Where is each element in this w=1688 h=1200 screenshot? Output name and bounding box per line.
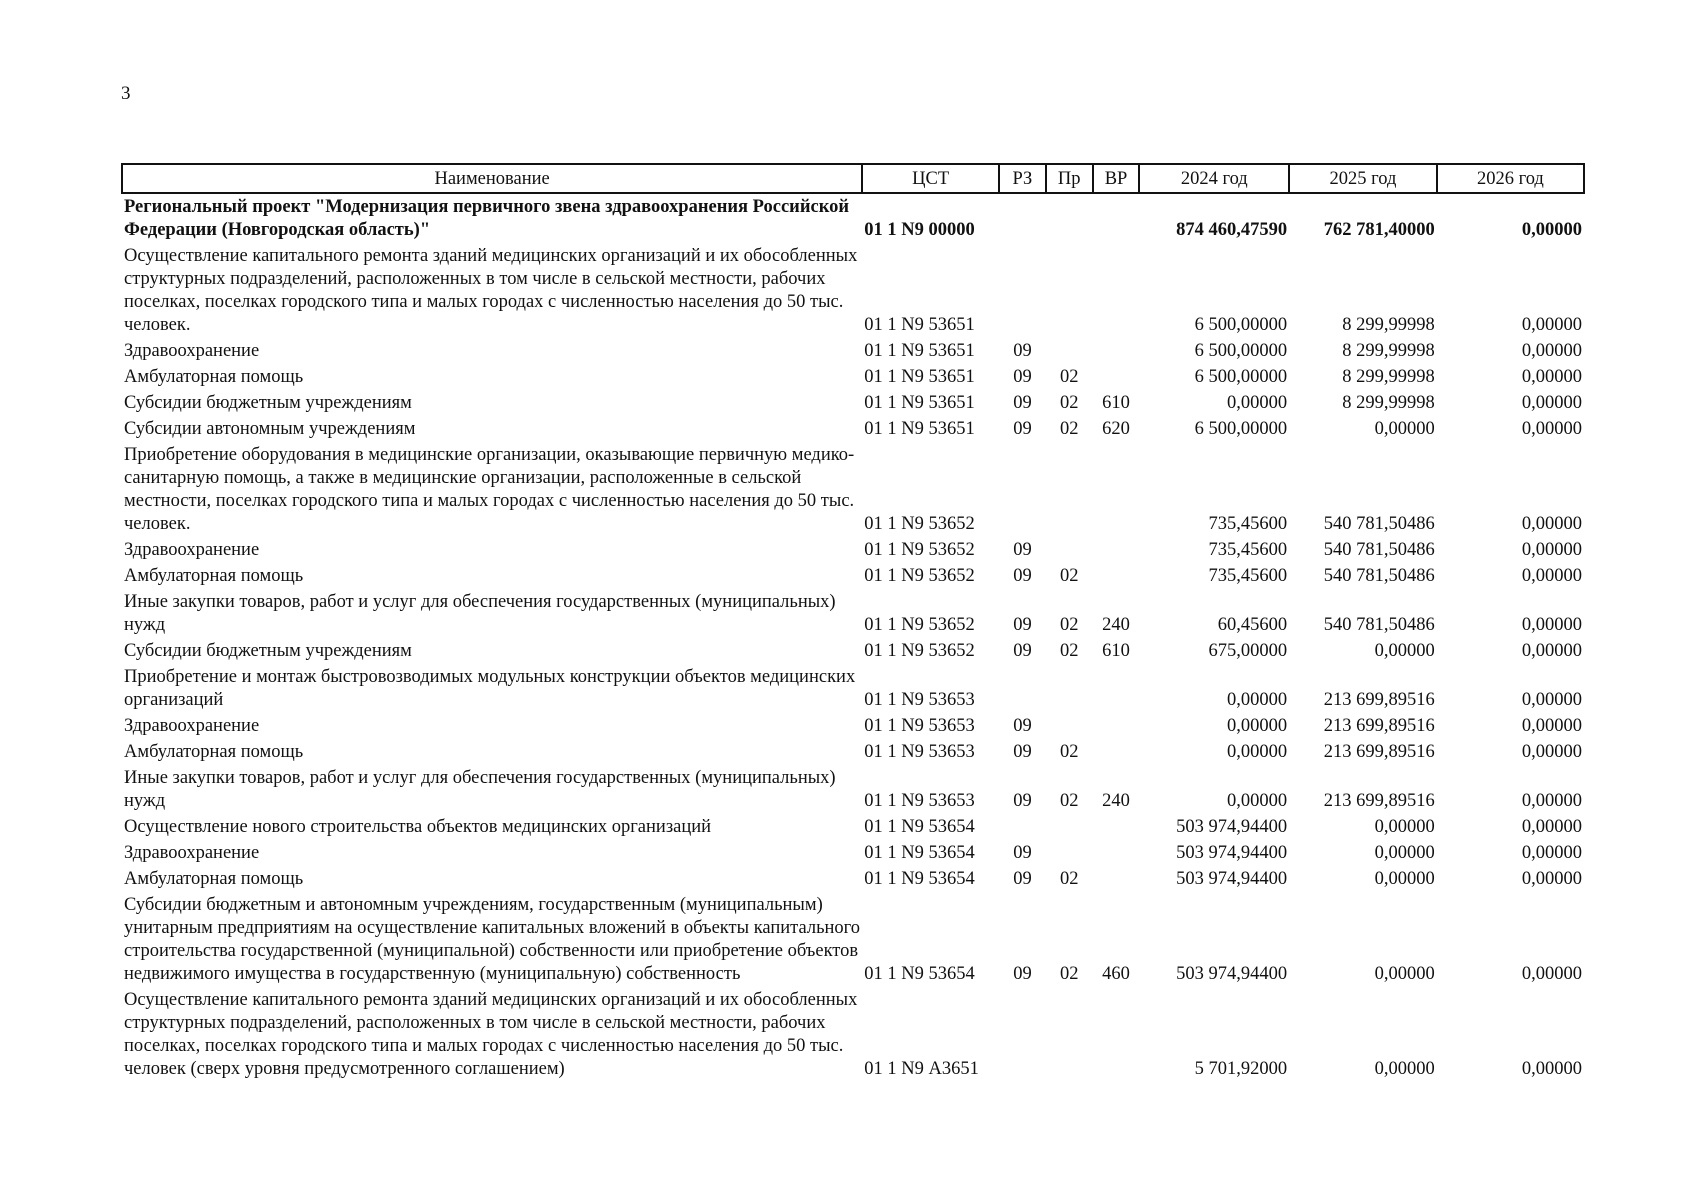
cell-vr <box>1093 364 1140 390</box>
cell-year-2025: 213 699,89516 <box>1323 742 1435 762</box>
cell-pr: 02 <box>1059 419 1079 439</box>
cell-cst: 01 1 N9 53651 <box>864 419 975 439</box>
cell-vr: 240 <box>1102 791 1130 811</box>
cell-pr <box>1046 442 1093 537</box>
cell-name: Иные закупки товаров, работ и услуг для обеспечения государственных (муниципальных) нужд <box>124 592 836 635</box>
cell-rz: 09 <box>1013 419 1032 439</box>
cell-name: Здравоохранение <box>124 843 260 863</box>
cell-rz: 09 <box>1013 716 1032 736</box>
cell-year-2025: 8 299,99998 <box>1342 367 1435 387</box>
cell-vr <box>1093 563 1140 589</box>
header-name: Наименование <box>122 164 862 193</box>
table-row <box>122 814 1584 840</box>
header-vr: ВР <box>1093 164 1140 193</box>
cell-year-2024: 675,00000 <box>1208 641 1288 661</box>
cell-pr <box>1046 338 1093 364</box>
cell-year-2026: 0,00000 <box>1521 393 1582 413</box>
cell-year-2025: 540 781,50486 <box>1323 566 1435 586</box>
cell-cst: 01 1 N9 53651 <box>864 367 975 387</box>
cell-cst: 01 1 N9 53652 <box>864 566 975 586</box>
cell-pr: 02 <box>1059 964 1079 984</box>
table-row <box>122 243 1584 338</box>
cell-year-2024: 0,00000 <box>1226 690 1288 710</box>
cell-year-2025: 0,00000 <box>1374 964 1435 984</box>
cell-year-2026: 0,00000 <box>1521 964 1582 984</box>
cell-pr: 02 <box>1059 742 1079 762</box>
cell-vr: 610 <box>1102 393 1130 413</box>
cell-rz <box>999 664 1046 713</box>
cell-year-2024: 6 500,00000 <box>1194 367 1288 387</box>
cell-name: Амбулаторная помощь <box>124 566 304 586</box>
cell-year-2024: 0,00000 <box>1226 393 1288 413</box>
cell-year-2024: 5 701,92000 <box>1194 1059 1288 1079</box>
cell-pr <box>1046 987 1093 1082</box>
cell-name: Осуществление капитального ремонта зданий медицинских организаций и их обособленных структурных подразделений, расположенных в том числе в сельской местности, рабочих поселках, поселках городского типа и малых городах с численностью населения до 50 тыс. человек (сверх уровня предусмотренного соглашением) <box>124 990 858 1079</box>
header-year-2024: 2024 год <box>1139 164 1289 193</box>
cell-year-2026: 0,00000 <box>1521 367 1582 387</box>
cell-year-2024: 503 974,94400 <box>1176 817 1288 837</box>
header-year-2025: 2025 год <box>1289 164 1437 193</box>
cell-cst: 01 1 N9 53654 <box>864 964 975 984</box>
table-row <box>122 892 1584 987</box>
cell-year-2024: 6 500,00000 <box>1194 315 1288 335</box>
cell-year-2026: 0,00000 <box>1521 869 1582 889</box>
cell-year-2026: 0,00000 <box>1521 690 1582 710</box>
cell-cst: 01 1 N9 53652 <box>864 540 975 560</box>
cell-year-2026: 0,00000 <box>1521 315 1582 335</box>
cell-cst: 01 1 N9 53651 <box>864 341 975 361</box>
cell-rz: 09 <box>1013 843 1032 863</box>
cell-vr <box>1093 537 1140 563</box>
cell-year-2024: 503 974,94400 <box>1176 964 1288 984</box>
cell-cst: 01 1 N9 А3651 <box>864 1059 979 1079</box>
cell-pr: 02 <box>1059 615 1079 635</box>
cell-rz <box>999 193 1046 243</box>
table-row <box>122 739 1584 765</box>
cell-name: Иные закупки товаров, работ и услуг для обеспечения государственных (муниципальных) нужд <box>124 768 836 811</box>
cell-vr <box>1093 814 1140 840</box>
cell-year-2026: 0,00000 <box>1521 716 1582 736</box>
cell-vr <box>1093 739 1140 765</box>
cell-year-2026: 0,00000 <box>1521 540 1582 560</box>
cell-year-2024: 503 974,94400 <box>1176 843 1288 863</box>
cell-year-2024: 735,45600 <box>1208 514 1288 534</box>
cell-year-2024: 735,45600 <box>1208 566 1288 586</box>
cell-rz: 09 <box>1013 566 1032 586</box>
cell-name: Субсидии автономным учреждениям <box>124 419 416 439</box>
cell-rz <box>999 243 1046 338</box>
table-row <box>122 338 1584 364</box>
cell-rz: 09 <box>1013 791 1032 811</box>
cell-cst: 01 1 N9 53654 <box>864 869 975 889</box>
cell-name: Приобретение и монтаж быстровозводимых модульных конструкции объектов медицинских организаций <box>124 667 856 710</box>
cell-vr: 460 <box>1102 964 1130 984</box>
cell-vr: 620 <box>1102 419 1130 439</box>
table-row <box>122 987 1584 1082</box>
cell-cst: 01 1 N9 53652 <box>864 641 975 661</box>
cell-year-2025: 0,00000 <box>1374 817 1435 837</box>
cell-vr <box>1093 840 1140 866</box>
cell-name: Амбулаторная помощь <box>124 742 304 762</box>
table-row <box>122 537 1584 563</box>
cell-name: Осуществление нового строительства объектов медицинских организаций <box>124 817 712 837</box>
cell-year-2025: 8 299,99998 <box>1342 341 1435 361</box>
cell-year-2026: 0,00000 <box>1521 615 1582 635</box>
cell-pr: 02 <box>1059 393 1079 413</box>
table-header-row <box>122 164 1584 193</box>
table-row <box>122 390 1584 416</box>
cell-vr: 240 <box>1102 615 1130 635</box>
cell-rz: 09 <box>1013 393 1032 413</box>
cell-vr: 610 <box>1102 641 1130 661</box>
cell-year-2026: 0,00000 <box>1521 742 1582 762</box>
cell-pr: 02 <box>1059 869 1079 889</box>
cell-pr <box>1046 193 1093 243</box>
cell-year-2026: 0,00000 <box>1521 817 1582 837</box>
cell-pr: 02 <box>1059 641 1079 661</box>
cell-rz: 09 <box>1013 964 1032 984</box>
cell-year-2025: 0,00000 <box>1374 419 1435 439</box>
table-row <box>122 840 1584 866</box>
cell-cst: 01 1 N9 53651 <box>864 315 975 335</box>
cell-year-2025: 8 299,99998 <box>1342 315 1435 335</box>
table-row <box>122 589 1584 638</box>
cell-pr: 02 <box>1059 791 1079 811</box>
cell-rz: 09 <box>1013 641 1032 661</box>
cell-pr <box>1046 713 1093 739</box>
cell-year-2025: 213 699,89516 <box>1323 791 1435 811</box>
cell-year-2024: 0,00000 <box>1226 716 1288 736</box>
table-row <box>122 664 1584 713</box>
cell-name: Субсидии бюджетным и автономным учреждениям, государственным (муниципальным) унитарным предприятиям на осуществление капитальных вложений в объекты капитального строительства государственной (муниципальной) собственности или приобретение объектов недвижимого имущества в государственную (муниципальную) собственность <box>124 895 861 984</box>
cell-year-2024: 503 974,94400 <box>1176 869 1288 889</box>
cell-rz: 09 <box>1013 341 1032 361</box>
table-row <box>122 866 1584 892</box>
cell-year-2025: 0,00000 <box>1374 641 1435 661</box>
cell-cst: 01 1 N9 53654 <box>864 817 975 837</box>
cell-vr <box>1093 866 1140 892</box>
cell-name: Здравоохранение <box>124 716 260 736</box>
cell-cst: 01 1 N9 53652 <box>864 514 975 534</box>
cell-year-2025: 540 781,50486 <box>1323 514 1435 534</box>
cell-year-2025: 0,00000 <box>1374 869 1435 889</box>
cell-year-2026: 0,00000 <box>1521 566 1582 586</box>
cell-year-2026: 0,00000 <box>1521 1059 1582 1079</box>
cell-year-2024: 6 500,00000 <box>1194 419 1288 439</box>
table-row <box>122 713 1584 739</box>
cell-rz: 09 <box>1013 615 1032 635</box>
cell-year-2026: 0,00000 <box>1521 641 1582 661</box>
cell-pr <box>1046 814 1093 840</box>
header-cst: ЦСТ <box>862 164 999 193</box>
cell-pr: 02 <box>1059 566 1079 586</box>
header-pr: Пр <box>1046 164 1093 193</box>
cell-cst: 01 1 N9 53653 <box>864 742 975 762</box>
cell-year-2024: 60,45600 <box>1217 615 1288 635</box>
cell-year-2025: 540 781,50486 <box>1323 540 1435 560</box>
cell-year-2024: 874 460,47590 <box>1176 220 1288 240</box>
cell-year-2025: 540 781,50486 <box>1323 615 1435 635</box>
cell-pr <box>1046 840 1093 866</box>
cell-pr <box>1046 537 1093 563</box>
cell-rz: 09 <box>1013 869 1032 889</box>
header-year-2026: 2026 год <box>1437 164 1584 193</box>
cell-year-2025: 0,00000 <box>1374 1059 1435 1079</box>
budget-table <box>121 163 1585 1082</box>
table-row <box>122 416 1584 442</box>
cell-rz <box>999 442 1046 537</box>
table-row <box>122 442 1584 537</box>
cell-year-2024: 0,00000 <box>1226 742 1288 762</box>
cell-cst: 01 1 N9 53653 <box>864 690 975 710</box>
cell-name: Здравоохранение <box>124 341 260 361</box>
cell-year-2026: 0,00000 <box>1521 791 1582 811</box>
cell-year-2026: 0,00000 <box>1521 341 1582 361</box>
cell-rz: 09 <box>1013 540 1032 560</box>
cell-cst: 01 1 N9 53653 <box>864 791 975 811</box>
cell-vr <box>1093 664 1140 713</box>
cell-vr <box>1093 193 1140 243</box>
table-row <box>122 364 1584 390</box>
table-row <box>122 563 1584 589</box>
cell-cst: 01 1 N9 53654 <box>864 843 975 863</box>
table-row <box>122 638 1584 664</box>
cell-year-2025: 213 699,89516 <box>1323 716 1435 736</box>
cell-vr <box>1093 713 1140 739</box>
cell-year-2025: 762 781,40000 <box>1323 220 1435 240</box>
table-row <box>122 765 1584 814</box>
table-body <box>122 193 1584 1082</box>
cell-vr <box>1093 442 1140 537</box>
cell-vr <box>1093 338 1140 364</box>
cell-rz: 09 <box>1013 367 1032 387</box>
cell-name: Региональный проект "Модернизация первичного звена здравоохранения Российской Федерации (Новгородская область)" <box>124 197 850 240</box>
header-rz: РЗ <box>999 164 1046 193</box>
cell-year-2026: 0,00000 <box>1521 514 1582 534</box>
cell-cst: 01 1 N9 53652 <box>864 615 975 635</box>
cell-year-2024: 0,00000 <box>1226 791 1288 811</box>
cell-year-2024: 735,45600 <box>1208 540 1288 560</box>
cell-year-2025: 213 699,89516 <box>1323 690 1435 710</box>
cell-year-2024: 6 500,00000 <box>1194 341 1288 361</box>
table-row <box>122 193 1584 243</box>
cell-name: Осуществление капитального ремонта зданий медицинских организаций и их обособленных структурных подразделений, расположенных в том числе в сельской местности, рабочих поселках, поселках городского типа и малых городах с численностью населения до 50 тыс. человек. <box>124 246 858 335</box>
cell-vr <box>1093 243 1140 338</box>
cell-cst: 01 1 N9 00000 <box>864 220 975 240</box>
cell-pr <box>1046 243 1093 338</box>
cell-name: Субсидии бюджетным учреждениям <box>124 641 412 661</box>
cell-name: Субсидии бюджетным учреждениям <box>124 393 412 413</box>
cell-name: Здравоохранение <box>124 540 260 560</box>
cell-year-2026: 0,00000 <box>1521 220 1582 240</box>
cell-rz <box>999 814 1046 840</box>
cell-rz: 09 <box>1013 742 1032 762</box>
cell-cst: 01 1 N9 53653 <box>864 716 975 736</box>
cell-cst: 01 1 N9 53651 <box>864 393 975 413</box>
cell-rz <box>999 987 1046 1082</box>
cell-year-2025: 0,00000 <box>1374 843 1435 863</box>
cell-year-2026: 0,00000 <box>1521 843 1582 863</box>
cell-pr <box>1046 664 1093 713</box>
cell-year-2026: 0,00000 <box>1521 419 1582 439</box>
page-number: 3 <box>121 83 131 104</box>
cell-name: Амбулаторная помощь <box>124 869 304 889</box>
cell-name: Амбулаторная помощь <box>124 367 304 387</box>
cell-pr: 02 <box>1059 367 1079 387</box>
cell-vr <box>1093 987 1140 1082</box>
cell-name: Приобретение оборудования в медицинские организации, оказывающие первичную медико-санитарную помощь, а также в медицинские организации, расположенные в сельской местности, поселках городского типа и малых городах с численностью населения до 50 тыс. человек. <box>124 445 855 534</box>
cell-year-2025: 8 299,99998 <box>1342 393 1435 413</box>
